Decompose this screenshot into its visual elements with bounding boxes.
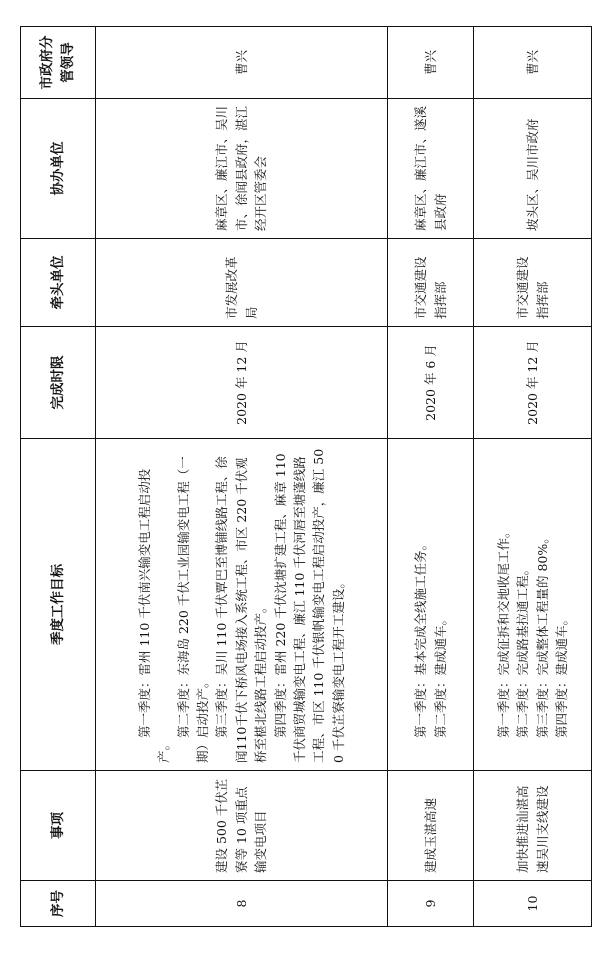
goal-line: 第二季度：建成通车。 — [432, 612, 448, 738]
table-row — [474, 27, 592, 927]
row-assist-unit: 麻章区、廉江市、遂溪县政府 — [388, 99, 474, 239]
row-lead-unit: 市交通建设指挥部 — [474, 239, 592, 327]
row-city-leader: 曹兴 — [96, 27, 388, 99]
goal-line: 第三季度：吴川 110 千伏覃巴至博铺线路工程、徐闻110千伏下桥风电场接入系统工程、市区 220 千伏观桥至椹北线路工程启动投产。 — [214, 456, 269, 763]
row-deadline: 2020 年 12 月 — [96, 327, 388, 439]
row-item: 建设 500 千伏芷寮等 10 项重点输变电项目 — [96, 771, 388, 881]
row-number: 9 — [388, 881, 474, 927]
goal-line: 第四季度：雷州 220 千伏沈塘扩建工程、麻章 110 千伏商贸城输变电工程、廉江 110 千伏河唇至塘蓬线路工程、市区 110 千伏银帆输变电工程启动投产，廉江 500 千伏芷寮输变电工程开工建设。 — [272, 448, 346, 763]
row-deadline: 2020 年 12 月 — [474, 327, 592, 439]
row-deadline: 2020 年 6 月 — [388, 327, 474, 439]
work-target-table — [20, 26, 592, 927]
row-item: 建成玉湛高速 — [388, 771, 474, 881]
table-row — [388, 27, 474, 927]
goal-line: 第二季度：完成路基拉通工程。 — [515, 562, 531, 738]
row-goals — [474, 439, 592, 771]
header-lead-unit: 牵头单位 — [21, 239, 96, 327]
rotated-page — [20, 27, 580, 927]
row-city-leader: 曹兴 — [388, 27, 474, 99]
row-goals — [388, 439, 474, 771]
goal-line: 第一季度：基本完成全线施工任务。 — [413, 537, 429, 738]
row-lead-unit: 市交通建设指挥部 — [388, 239, 474, 327]
row-goals — [96, 439, 388, 771]
goal-line: 第三季度：完成整体工程量的 80%。 — [534, 531, 550, 738]
row-assist-unit: 麻章区、廉江市、吴川市、徐闻县政府，湛江经开区管委会 — [96, 99, 388, 239]
header-assist-unit: 协办单位 — [21, 99, 96, 239]
row-assist-unit: 坡头区、吴川市政府 — [474, 99, 592, 239]
header-goal: 季度工作目标 — [21, 439, 96, 771]
header-city-leader: 市政府分管领导 — [21, 27, 96, 99]
goal-line: 第一季度：雷州 110 千伏南兴输变电工程启动投产。 — [136, 468, 172, 763]
row-item: 加快推进汕湛高速吴川支线建设 — [474, 771, 592, 881]
table-row — [96, 27, 388, 927]
header-row — [21, 27, 96, 927]
header-no: 序号 — [21, 881, 96, 927]
goal-line: 第一季度：完成征拆和交地收尾工作。 — [495, 525, 511, 738]
goal-line: 第二季度：东海岛 220 千伏工业园输变电工程（一期）启动投产。 — [175, 456, 211, 763]
row-lead-unit: 市发展改革局 — [96, 239, 388, 327]
row-number: 10 — [474, 881, 592, 927]
header-item: 事项 — [21, 771, 96, 881]
row-number: 8 — [96, 881, 388, 927]
goal-line: 第四季度：建成通车。 — [553, 612, 569, 738]
header-deadline: 完成时限 — [21, 327, 96, 439]
row-city-leader: 曹兴 — [474, 27, 592, 99]
